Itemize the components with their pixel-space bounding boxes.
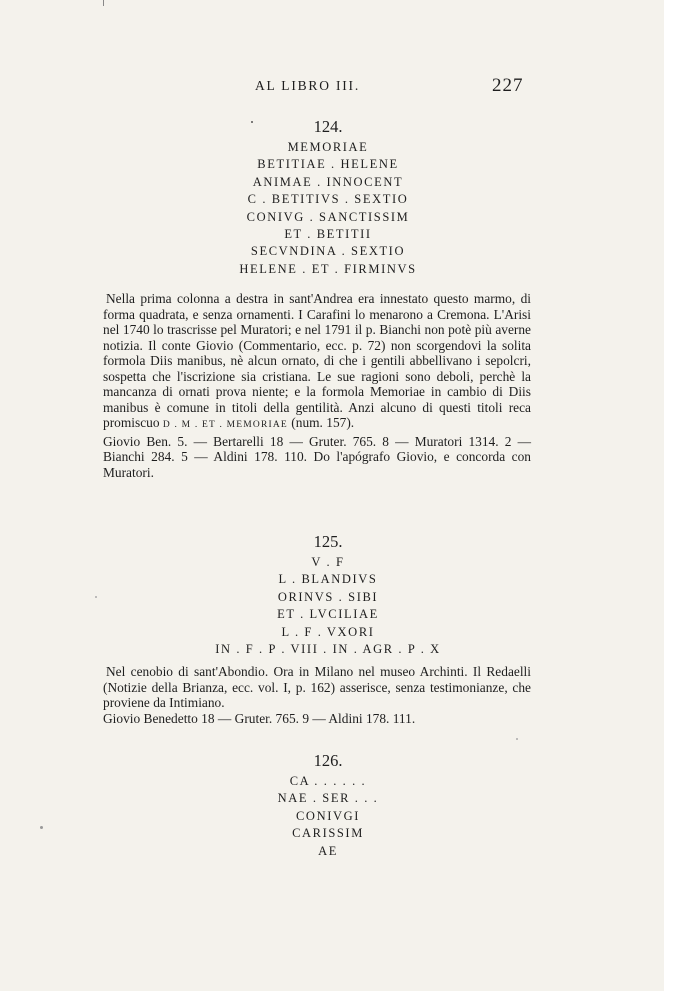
inscription-line: ORINVS . SIBI <box>277 589 379 604</box>
commentary-citation: (num. 157). <box>291 415 355 430</box>
inscription-line: BETITIAE . HELENE <box>257 157 399 172</box>
inscription-line: CA . . . . . . <box>289 774 367 788</box>
inscription-124 <box>138 117 518 278</box>
inscription-126 <box>138 751 518 860</box>
inscription-line: V . F <box>311 555 345 569</box>
inscription-line: CONIVG . SANCTISSIM <box>246 209 410 224</box>
ink-speck <box>251 121 253 123</box>
inscription-line: CONIVGI <box>296 808 360 823</box>
inscription-line: ET . BETITII <box>284 227 372 242</box>
ink-mark <box>103 0 104 6</box>
commentary-text: Nella prima colonna a destra in sant'Andrea era innestato questo marmo, di forma quadrata, e senza ornamenti. I Carafini lo menarono a Cremona. L'Arisi nel 1740 lo trascrisse pel Muratori; e nel 1791 il p. Bianchi non potè più averne notizia. Il conte Giovio (Commentario, ecc. p. 72) non scorgendovi la solita formola Diis manibus, nè alcun ornato, di che i gentili abbellivano i sepolcri, sospetta che l'iscrizione sia cristiana. Le sue ragioni sono deboli, perchè la mancanza di ornati prova niente; e la formola Memoriae in cambio di Diis manibus è comune in titoli della gentilità. Anzi alcuno di questi titoli reca promiscuo <box>103 291 531 430</box>
commentary-paragraph <box>103 291 531 434</box>
inscription-line: ET . LVCILIAE <box>277 607 379 622</box>
inscription-125 <box>138 532 518 658</box>
inscription-number: 124. <box>313 117 343 136</box>
page-header <box>0 75 664 102</box>
bibliographic-references: Giovio Ben. 5. — Bertarelli 18 — Gruter. 765. 8 — Muratori 1314. 2 — Bianchi 284. 5 — Aldini 178. 110. Do l'apógrafo Giovio, e concorda con Muratori. <box>103 433 531 480</box>
inscription-formula: D . M . ET . MEMORIAE <box>162 420 288 430</box>
commentary-paragraph: Nel cenobio di sant'Abondio. Ora in Milano nel museo Archinti. Il Redaelli (Notizie della Brianza, ecc. vol. I, p. 162) asserisce, senza testimonianze, che proviene da Intimiano. <box>103 664 531 710</box>
inscription-number: 126. <box>313 751 343 770</box>
ink-speck <box>40 826 43 829</box>
inscription-number: 125. <box>313 532 343 551</box>
inscription-line: MEMORIAE <box>287 140 369 154</box>
inscription-line: L . F . VXORI <box>281 624 375 639</box>
page-number: 227 <box>492 75 524 96</box>
inscription-line: C . BETITIVS . SEXTIO <box>247 192 409 207</box>
inscription-line: CARISSIM <box>292 826 364 841</box>
ink-speck <box>516 738 518 740</box>
running-title: AL LIBRO III. <box>255 78 361 93</box>
inscription-line: NAE . SER . . . <box>277 791 379 806</box>
inscription-line: HELENE . ET . FIRMINVS <box>239 261 417 276</box>
inscription-line: ANIMAE . INNOCENT <box>252 174 404 189</box>
bibliographic-references: Giovio Benedetto 18 — Gruter. 765. 9 — Aldini 178. 111. <box>103 710 416 726</box>
commentary-124 <box>103 291 531 480</box>
inscription-line: L . BLANDIVS <box>278 572 378 587</box>
ink-speck <box>95 596 97 598</box>
inscription-line: AE <box>318 843 338 858</box>
commentary-125 <box>103 664 531 726</box>
inscription-line: SECVNDINA . SEXTIO <box>250 244 406 259</box>
inscription-line: IN . F . P . VIII . IN . AGR . P . X <box>215 642 441 657</box>
